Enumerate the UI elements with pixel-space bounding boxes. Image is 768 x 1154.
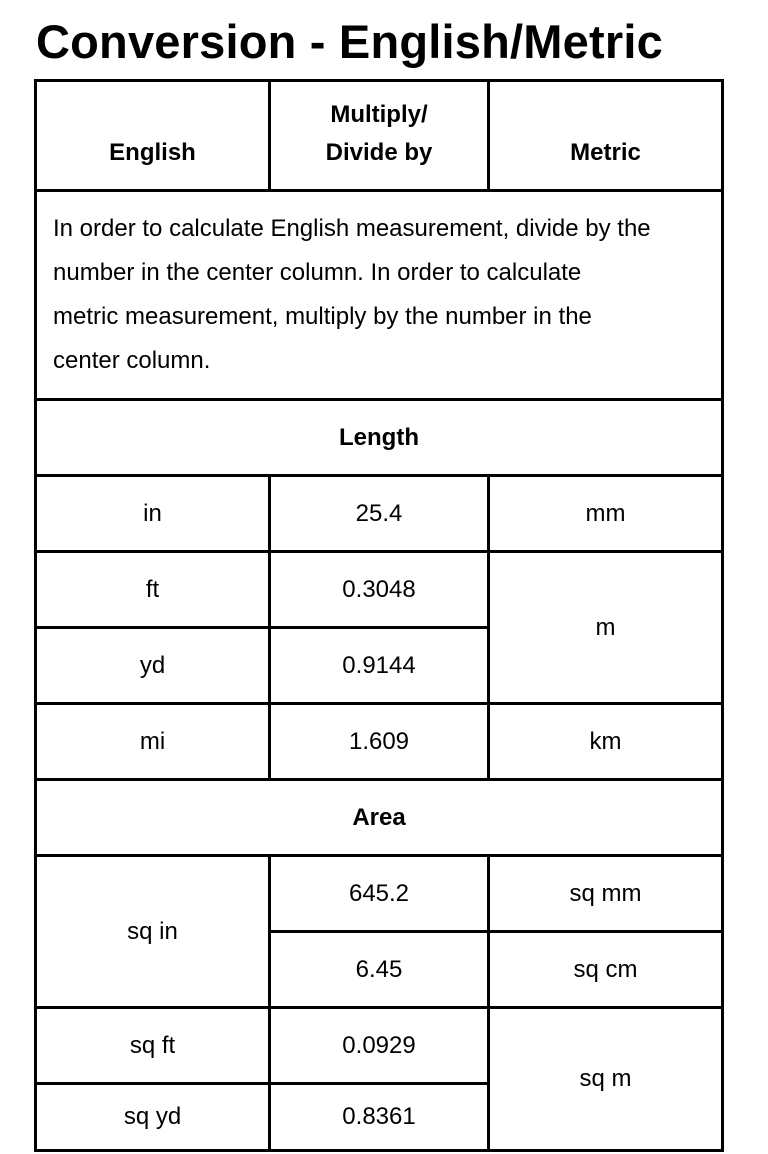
metric-unit-cell: m — [489, 552, 723, 704]
english-unit-cell: sq in — [36, 856, 270, 1008]
english-unit-cell: sq yd — [36, 1084, 270, 1151]
english-unit-cell: yd — [36, 628, 270, 704]
header-factor-line1: Multiply/ — [330, 101, 428, 128]
section-label-area: Area — [36, 780, 723, 856]
metric-unit-cell: mm — [489, 476, 723, 552]
header-metric-label: Metric — [570, 139, 641, 166]
header-english-label: English — [109, 139, 196, 166]
header-metric — [489, 81, 723, 191]
conversion-table — [34, 79, 724, 1152]
section-header-area — [36, 780, 723, 856]
header-factor — [270, 81, 489, 191]
table-row — [36, 704, 723, 780]
section-label-length: Length — [36, 400, 723, 476]
header-row — [36, 81, 723, 191]
english-unit-cell: ft — [36, 552, 270, 628]
instructions-text: In order to calculate English measurement, divide by the number in the center column. In order to calculate metric measurement, multiply by the number in the center column. — [53, 215, 651, 374]
header-factor-line2: Divide by — [325, 139, 433, 166]
english-unit-cell: mi — [36, 704, 270, 780]
header-english — [36, 81, 270, 191]
factor-cell: 1.609 — [270, 704, 489, 780]
english-unit-cell: sq ft — [36, 1008, 270, 1084]
factor-cell: 645.2 — [270, 856, 489, 932]
english-unit-cell: in — [36, 476, 270, 552]
section-header-length — [36, 400, 723, 476]
factor-cell: 6.45 — [270, 932, 489, 1008]
factor-cell: 25.4 — [270, 476, 489, 552]
instructions-cell — [36, 191, 723, 400]
instructions-row — [36, 191, 723, 400]
table-row — [36, 476, 723, 552]
metric-unit-cell: sq mm — [489, 856, 723, 932]
metric-unit-cell: sq cm — [489, 932, 723, 1008]
table-row — [36, 1008, 723, 1084]
factor-cell: 0.8361 — [270, 1084, 489, 1151]
factor-cell: 0.0929 — [270, 1008, 489, 1084]
table-row — [36, 856, 723, 932]
table-row — [36, 552, 723, 628]
metric-unit-cell: km — [489, 704, 723, 780]
metric-unit-cell: sq m — [489, 1008, 723, 1151]
page-title: Conversion - English/Metric — [36, 15, 663, 68]
factor-cell: 0.3048 — [270, 552, 489, 628]
factor-cell: 0.9144 — [270, 628, 489, 704]
